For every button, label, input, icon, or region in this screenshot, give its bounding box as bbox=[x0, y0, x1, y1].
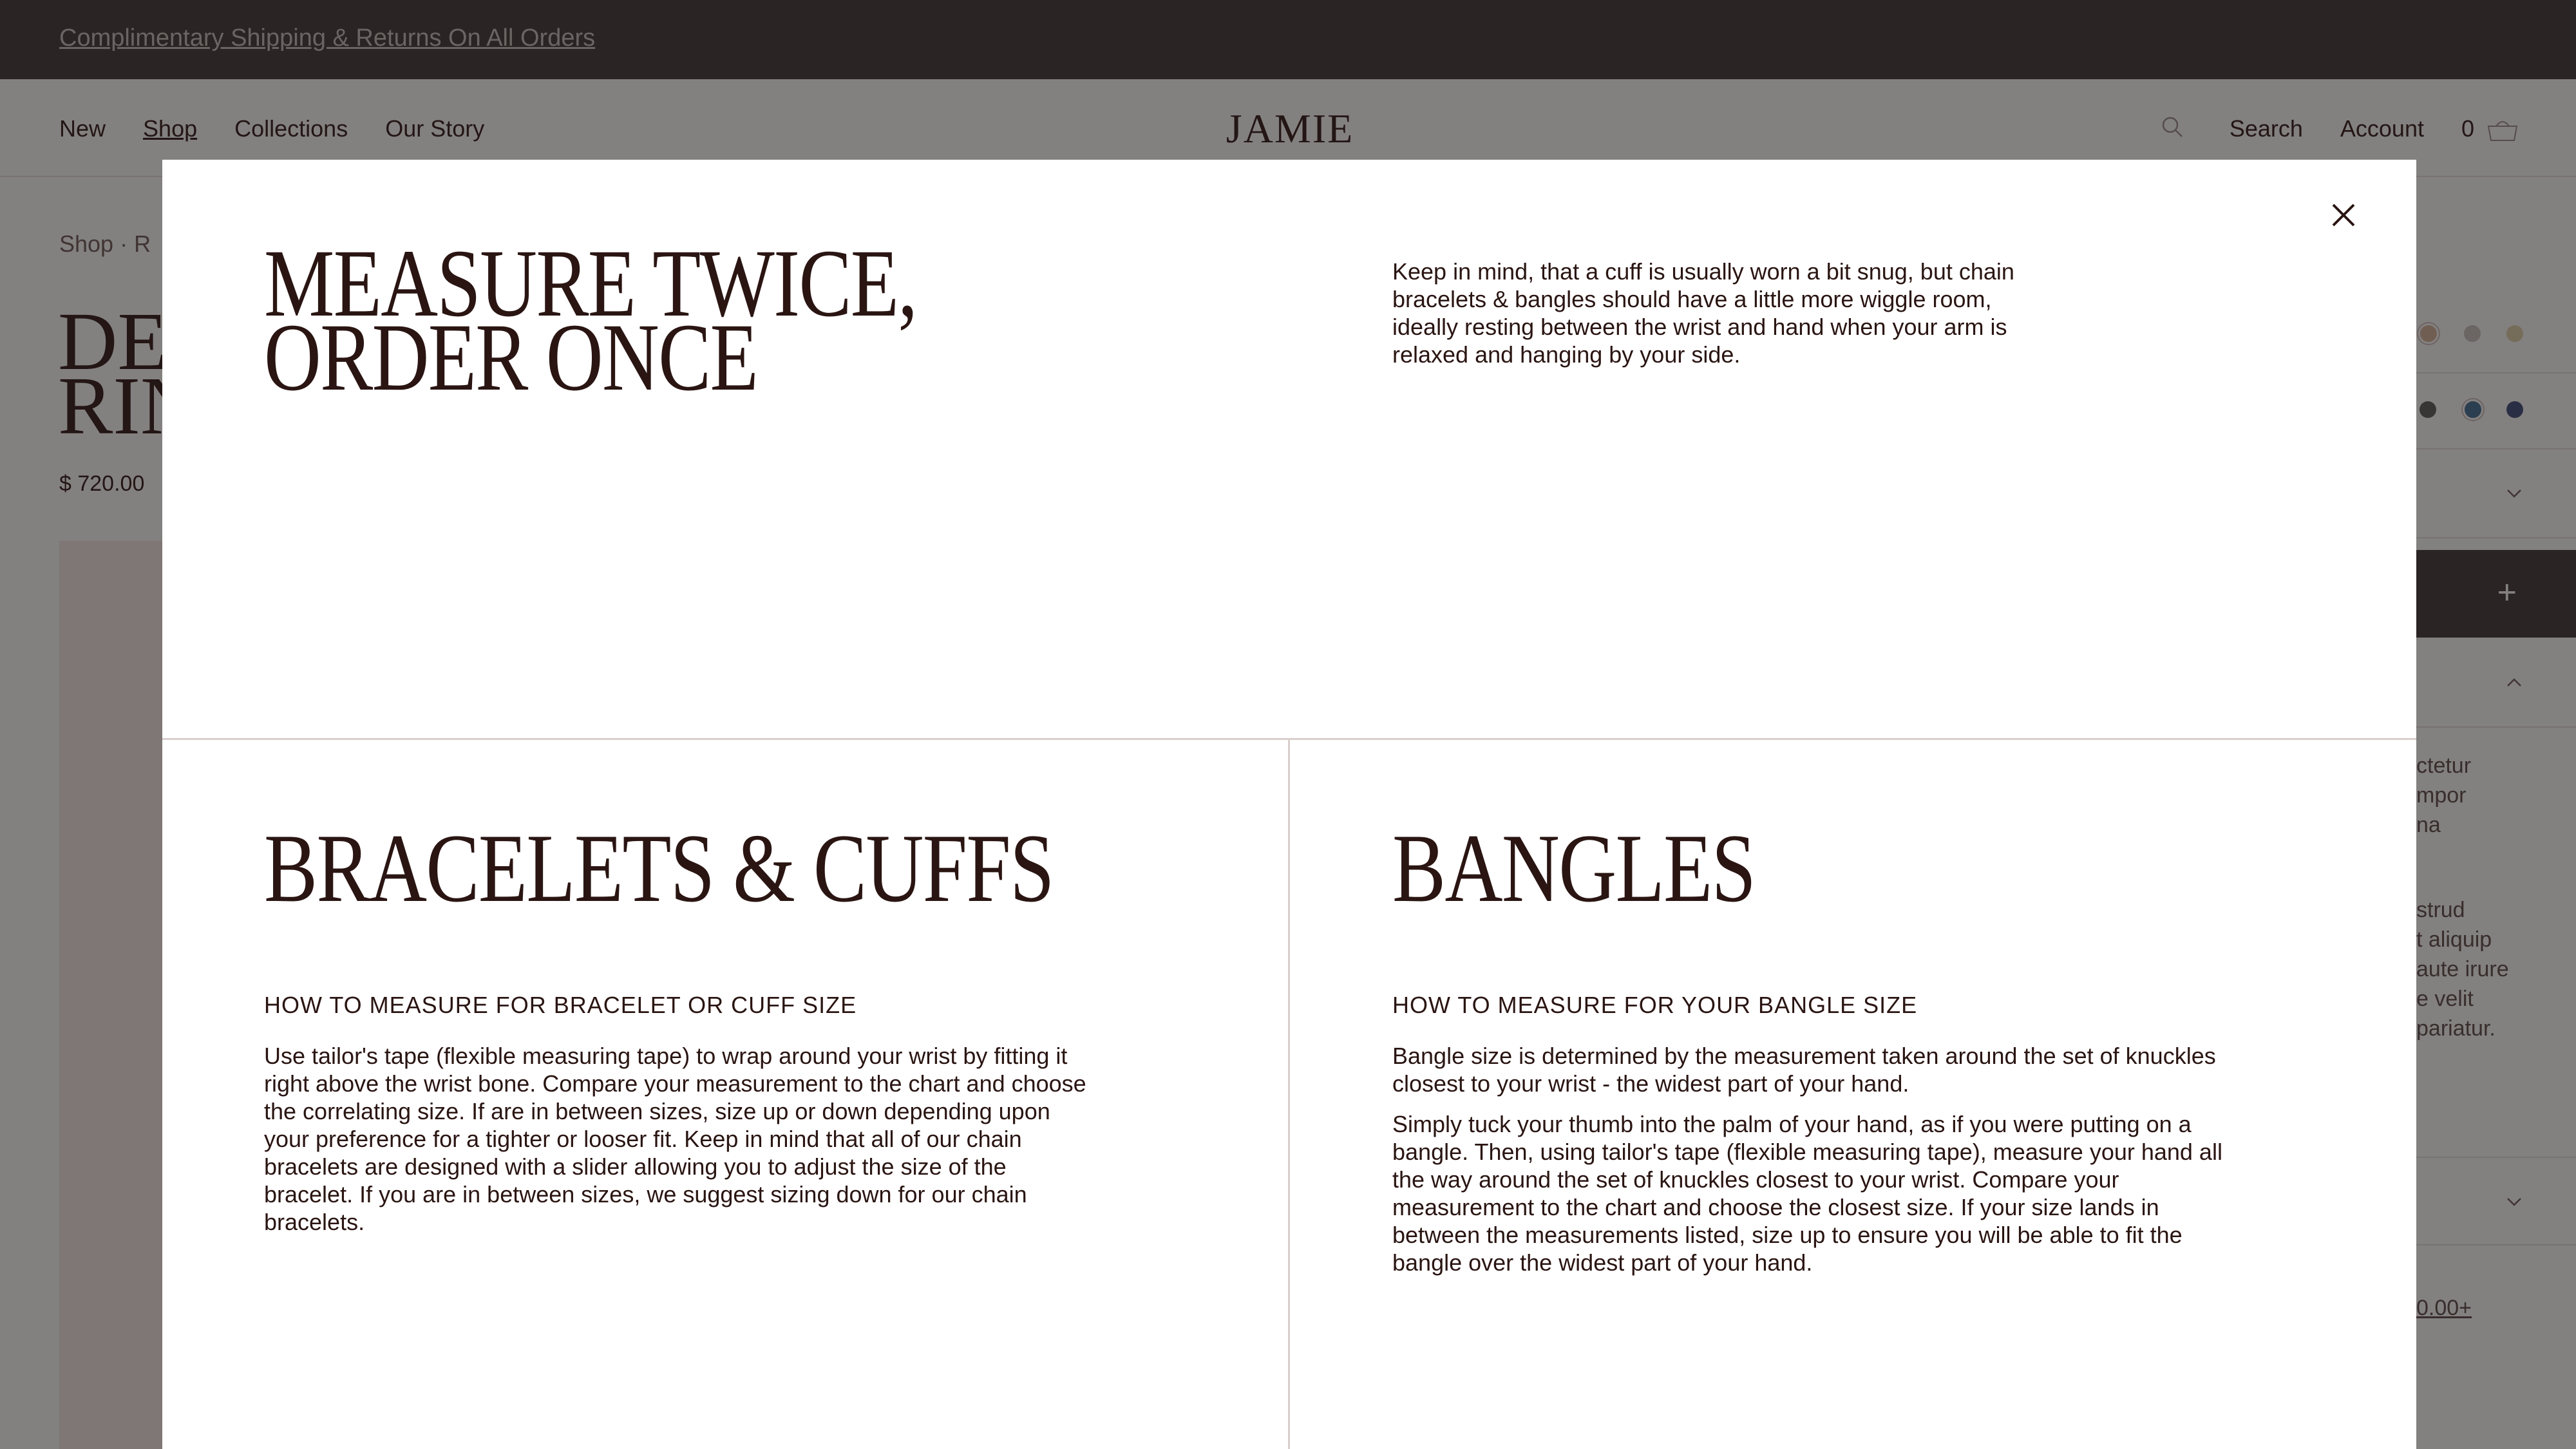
bracelets-body: Use tailor's tape (flexible measuring tape) to wrap around your wrist by fitting it right above the wrist bone. Compare your measurement to the chart and choose the correlating size. If are in between sizes, size up or down depending upon your preference for a tighter or looser fit. Keep in mind that all of our chain bracelets are designed with a slider allowing you to adjust the size of the bracelet. If you are in between sizes, we suggest sizing down for our chain bracelets. bbox=[264, 1043, 1086, 1235]
modal-intro-text: Keep in mind, that a cuff is usually worn a bit snug, but chain bracelets & bangles should have a little more wiggle room, ideally resting between the wrist and hand when your arm is relaxed and hanging by your side. bbox=[1392, 258, 2014, 368]
bracelets-section bbox=[264, 814, 1127, 1236]
close-icon[interactable] bbox=[2329, 201, 2358, 229]
size-guide-modal bbox=[162, 160, 2416, 1449]
bangles-heading: BANGLES bbox=[1392, 814, 1756, 922]
bracelets-heading: BRACELETS & CUFFS bbox=[264, 814, 1054, 922]
modal-title: MEASURE TWICE, ORDER ONCE bbox=[264, 230, 917, 411]
bangles-body-2: Simply tuck your thumb into the palm of your hand, as if you were putting on a bangle. Then, using tailor's tape (flexible measuring tape), measure your hand all the way around the set of knuckles closest to your wrist. Compare your measurement to the chart and choose the closest size. If your size lands in between the measurements listed, size up to ensure you will be able to fit the bangle over the widest part of your hand. bbox=[1392, 1111, 2222, 1276]
bracelets-subheading: HOW TO MEASURE FOR BRACELET OR CUFF SIZE bbox=[264, 992, 857, 1018]
vertical-divider bbox=[1288, 739, 1290, 1449]
bangles-body-1: Bangle size is determined by the measurement taken around the set of knuckles closest to your wrist - the widest part of your hand. bbox=[1392, 1043, 2216, 1097]
bangles-subheading: HOW TO MEASURE FOR YOUR BANGLE SIZE bbox=[1392, 992, 1918, 1018]
bangles-section bbox=[1392, 814, 2255, 1276]
